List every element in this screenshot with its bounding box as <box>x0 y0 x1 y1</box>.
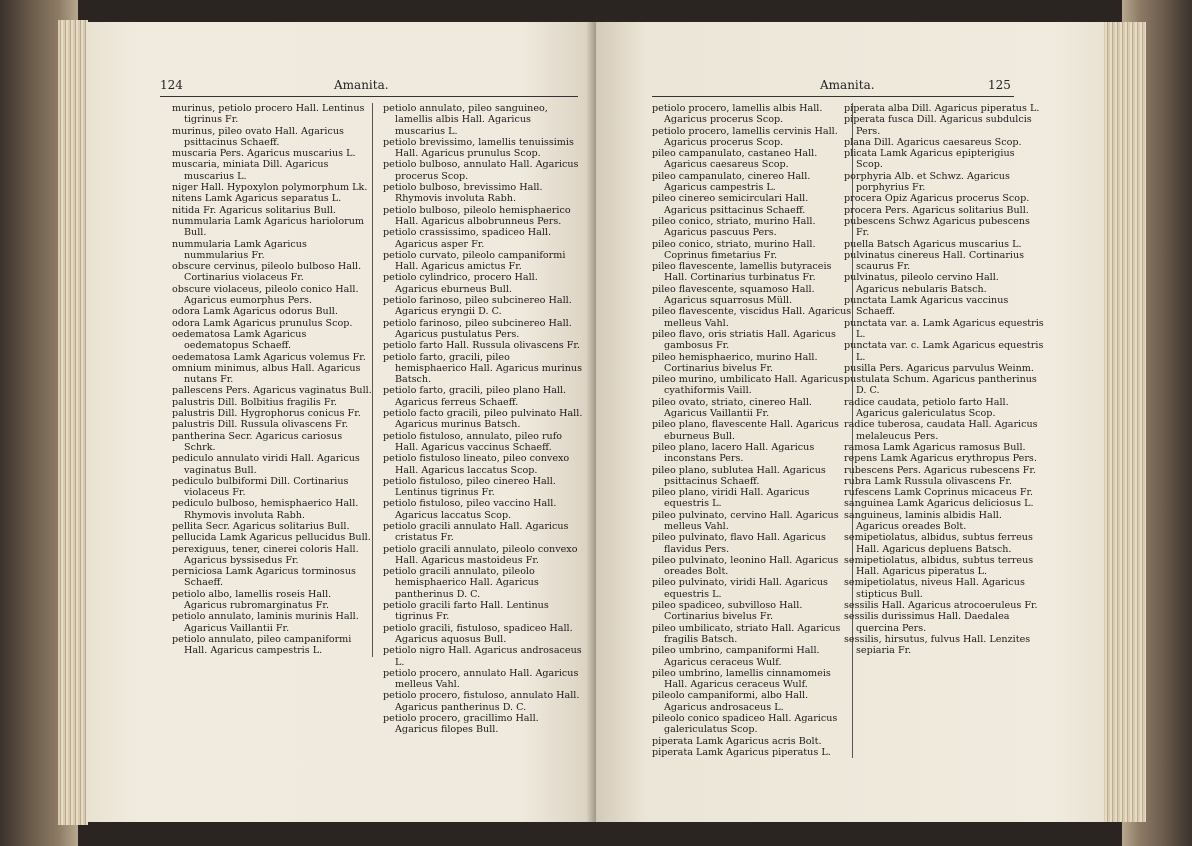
index-entry: punctata var. a. Lamk Agaricus equestris L. <box>844 317 1044 340</box>
index-entry: pulvinatus, pileolo cervino Hall. Agaricus nebularis Batsch. <box>844 272 999 295</box>
index-entry: radice caudata, petiolo farto Hall. Agaricus galericulatus Scop. <box>844 396 1009 420</box>
index-entry: petiolo nigro Hall. Agaricus androsaceus L. <box>383 645 582 668</box>
index-entry: petiolo farto, gracili, pileo hemisphaerico Hall. Agaricus murinus Batsch. <box>383 351 583 386</box>
index-entry: petiolo facto gracili, pileo pulvinato Hall. Agaricus murinus Batsch. <box>383 408 583 431</box>
index-entry: petiolo procero, fistuloso, annulato Hall. Agaricus pantherinus D. C. <box>383 690 580 713</box>
index-entry: semipetiolatus, niveus Hall. Agaricus stipticus Bull. <box>844 577 1025 600</box>
index-entry: pileo campanulato, cinereo Hall. Agaricus campestris L. <box>652 170 811 194</box>
index-entry: pileo murino, umbilicato Hall. Agaricus cyathiformis Vaill. <box>652 374 844 397</box>
index-entry: petiolo curvato, pileolo campaniformi Hall. Agaricus amictus Fr. <box>383 249 566 273</box>
index-entry: muscaria, miniata Dill. Agaricus muscarius L. <box>172 159 329 182</box>
index-entry: sanguinea Lamk Agaricus deliciosus L. <box>844 498 1034 510</box>
index-entry: pileo campanulato, castaneo Hall. Agaricus caesareus Scop. <box>652 148 818 171</box>
index-entry: ramosa Lamk Agaricus ramosus Bull. <box>844 441 1026 453</box>
index-entry: obscure cervinus, pileolo bulboso Hall. Cortinarius violaceus Fr. <box>172 261 362 284</box>
index-entry: pellucida Lamk Agaricus pellucidus Bull. <box>172 532 371 544</box>
index-entry: palustris Dill. Hygrophorus conicus Fr. <box>172 408 361 420</box>
index-entry: pileo cinereo semicirculari Hall. Agaricus psittacinus Schaeff. <box>652 193 809 216</box>
index-entry: pallescens Pers. Agaricus vaginatus Bull. <box>172 385 372 397</box>
index-entry: plana Dill. Agaricus caesareus Scop. <box>844 136 1022 148</box>
right-page-number: 125 <box>988 78 1011 92</box>
index-entry: petiolo procero, lamellis albis Hall. Agaricus procerus Scop. <box>652 103 823 126</box>
index-entry: petiolo procero, annulato Hall. Agaricus melleus Vahl. <box>383 667 579 691</box>
index-entry: petiolo cylindrico, procero Hall. Agaricus eburneus Bull. <box>383 272 538 295</box>
left-page <box>86 22 596 822</box>
index-entry: pileo pulvinato, viridi Hall. Agaricus equestris L. <box>652 577 828 600</box>
index-entry: rufescens Lamk Coprinus micaceus Fr. <box>844 487 1034 499</box>
index-entry: pantherina Secr. Agaricus cariosus Schrk. <box>172 430 343 453</box>
index-entry: sanguineus, laminis albidis Hall. Agaricus oreades Bolt. <box>844 509 1002 532</box>
index-entry: pileo plano, sublutea Hall. Agaricus psittacinus Schaeff. <box>652 464 826 487</box>
index-entry: pediculo annulato viridi Hall. Agaricus vaginatus Bull. <box>172 453 360 476</box>
index-entry: pediculo bulboso, hemisphaerico Hall. Rhymovis involuta Rabh. <box>172 498 359 521</box>
index-entry: rubescens Pers. Agaricus rubescens Fr. <box>844 464 1036 476</box>
index-entry: odora Lamk Agaricus odorus Bull. <box>172 306 338 318</box>
index-entry: pileo conico, striato, murino Hall. Coprinus fimetarius Fr. <box>652 238 816 261</box>
index-entry: punctata var. c. Lamk Agaricus equestris L. <box>844 340 1044 363</box>
right-header-rule <box>652 96 1014 97</box>
index-entry: punctata Lamk Agaricus vaccinus Schaeff. <box>844 295 1009 318</box>
index-entry: obscure violaceus, pileolo conico Hall. Agaricus eumorphus Pers. <box>172 283 359 307</box>
left-header-rule <box>160 96 578 97</box>
index-entry: pileolo conico spadiceo Hall. Agaricus galericulatus Scop. <box>652 713 838 736</box>
index-entry: pileo pulvinato, cervino Hall. Agaricus melleus Vahl. <box>652 509 839 532</box>
index-entry: pileo umbrino, lamellis cinnamomeis Hall. Agaricus ceraceus Wulf. <box>652 667 831 691</box>
index-entry: pileolo campaniformi, albo Hall. Agaricus androsaceus L. <box>652 690 809 713</box>
index-entry: oedematosa Lamk Agaricus oedematopus Schaeff. <box>172 328 307 352</box>
index-entry: pileo flavescente, squamoso Hall. Agaricus squarrosus Müll. <box>652 283 815 307</box>
index-entry: odora Lamk Agaricus prunulus Scop. <box>172 317 353 329</box>
index-entry: perexiguus, tener, cinerei coloris Hall. Agaricus byssisedus Fr. <box>172 543 359 566</box>
index-entry: pusilla Pers. Agaricus parvulus Weinm. <box>844 362 1034 374</box>
index-entry: niger Hall. Hypoxylon polymorphum Lk. <box>172 182 368 194</box>
right-running-head: Amanita. <box>820 78 875 92</box>
index-entry: petiolo gracili, fistuloso, spadiceo Hall. Agaricus aquosus Bull. <box>383 622 573 645</box>
index-entry: petiolo gracili annulato, pileolo convexo Hall. Agaricus mastoideus Fr. <box>383 543 578 566</box>
index-entry: petiolo albo, lamellis roseis Hall. Agaricus rubromarginatus Fr. <box>172 588 332 612</box>
index-entry: sessilis Hall. Agaricus atrocoeruleus Fr. <box>844 600 1038 612</box>
index-entry: petiolo fistuloso lineato, pileo convexo Hall. Agaricus laccatus Scop. <box>383 453 570 476</box>
index-entry: sessilis, hirsutus, fulvus Hall. Lenzites sepiaria Fr. <box>844 633 1031 657</box>
index-entry: petiolo crassissimo, spadiceo Hall. Agaricus asper Fr. <box>383 227 552 250</box>
index-entry: pileo spadiceo, subvilloso Hall. Cortinarius bivelus Fr. <box>652 600 803 623</box>
index-entry: rubra Lamk Russula olivascens Fr. <box>844 475 1012 487</box>
index-entry: petiolo bulboso, annulato Hall. Agaricus procerus Scop. <box>383 159 579 182</box>
index-entry: repens Lamk Agaricus erythropus Pers. <box>844 453 1037 465</box>
index-entry: pileo pulvinato, flavo Hall. Agaricus flavidus Pers. <box>652 532 826 555</box>
index-entry: pileo pulvinato, leonino Hall. Agaricus oreades Bolt. <box>652 554 839 578</box>
index-entry: pileo umbrino, campaniformi Hall. Agaricus ceraceus Wulf. <box>652 645 820 668</box>
left-page-column-1 <box>172 103 373 657</box>
index-entry: petiolo annulato, pileo sanguineo, lamellis albis Hall. Agaricus muscarius L. <box>383 103 548 137</box>
left-page-column-2 <box>383 103 583 736</box>
index-entry: petiolo annulato, laminis murinis Hall. Agaricus Vaillantii Fr. <box>172 611 359 634</box>
index-entry: omnium minimus, albus Hall. Agaricus nutans Fr. <box>172 362 361 386</box>
index-entry: petiolo gracili annulato, pileolo hemisphaerico Hall. Agaricus pantherinus D. C. <box>383 566 539 600</box>
index-entry: pulvinatus cinereus Hall. Cortinarius scaurus Fr. <box>844 249 1025 273</box>
page-edges-left <box>58 20 88 825</box>
index-entry: petiolo bulboso, brevissimo Hall. Rhymovis involuta Rabh. <box>383 182 543 205</box>
index-entry: plicata Lamk Agaricus epipterigius Scop. <box>844 148 1015 171</box>
index-entry: piperata Lamk Agaricus piperatus L. <box>652 746 831 758</box>
index-entry: petiolo gracili annulato Hall. Agaricus cristatus Fr. <box>383 520 569 544</box>
index-entry: pileo plano, lacero Hall. Agaricus inconstans Pers. <box>652 441 815 465</box>
index-entry: procera Opiz Agaricus procerus Scop. <box>844 193 1030 205</box>
index-entry: petiolo fistuloso, annulato, pileo rufo Hall. Agaricus vaccinus Schaeff. <box>383 430 563 453</box>
index-entry: puella Batsch Agaricus muscarius L. <box>844 238 1022 250</box>
index-entry: piperata fusca Dill. Agaricus subdulcis Pers. <box>844 114 1032 137</box>
page-edges-right <box>1100 22 1146 822</box>
index-entry: petiolo gracili farto Hall. Lentinus tigrinus Fr. <box>383 600 549 623</box>
right-page-column-1 <box>652 103 853 758</box>
index-entry: pileo flavescente, lamellis butyraceis Hall. Cortinarius turbinatus Fr. <box>652 261 832 284</box>
index-entry: sessilis durissimus Hall. Daedalea quercina Pers. <box>844 611 1010 634</box>
index-entry: pediculo bulbiformi Dill. Cortinarius violaceus Fr. <box>172 475 349 499</box>
index-entry: pileo ovato, striato, cinereo Hall. Agaricus Vaillantii Fr. <box>652 396 812 420</box>
index-entry: perniciosa Lamk Agaricus torminosus Schaeff. <box>172 566 356 589</box>
index-entry: oedematosa Lamk Agaricus volemus Fr. <box>172 351 366 363</box>
index-entry: petiolo farinoso, pileo subcinereo Hall. Agaricus eryngii D. C. <box>383 295 572 318</box>
index-entry: murinus, petiolo procero Hall. Lentinus tigrinus Fr. <box>172 103 365 126</box>
index-entry: semipetiolatus, albidus, subtus ferreus Hall. Agaricus depluens Batsch. <box>844 532 1033 555</box>
left-page-number: 124 <box>160 78 183 92</box>
index-entry: petiolo procero, lamellis cervinis Hall. Agaricus procerus Scop. <box>652 125 838 148</box>
index-entry: petiolo farinoso, pileo subcinereo Hall. Agaricus pustulatus Pers. <box>383 317 572 340</box>
index-entry: pileo umbilicato, striato Hall. Agaricus fragilis Batsch. <box>652 622 841 645</box>
index-entry: pustulata Schum. Agaricus pantherinus D. C. <box>844 374 1037 397</box>
index-entry: palustris Dill. Russula olivascens Fr. <box>172 419 349 431</box>
index-entry: pileo plano, viridi Hall. Agaricus equestris L. <box>652 487 810 510</box>
index-entry: petiolo bulboso, pileolo hemisphaerico Hall. Agaricus albobrunneus Pers. <box>383 204 571 227</box>
index-entry: petiolo procero, gracillimo Hall. Agaricus filopes Bull. <box>383 713 539 736</box>
index-entry: palustris Dill. Bolbitius fragilis Fr. <box>172 396 338 408</box>
index-entry: pileo hemisphaerico, murino Hall. Cortinarius bivelus Fr. <box>652 351 818 374</box>
index-entry: petiolo farto, gracili, pileo plano Hall. Agaricus ferreus Schaeff. <box>383 385 567 408</box>
index-entry: pellita Secr. Agaricus solitarius Bull. <box>172 520 350 532</box>
index-entry: petiolo brevissimo, lamellis tenuissimis Hall. Agaricus prunulus Scop. <box>383 136 574 160</box>
index-entry: pileo conico, striato, murino Hall. Agaricus pascuus Pers. <box>652 215 816 239</box>
index-entry: nummularia Lamk Agaricus hariolorum Bull. <box>172 215 364 239</box>
index-entry: piperata alba Dill. Agaricus piperatus L. <box>844 103 1040 114</box>
index-entry: nitens Lamk Agaricus separatus L. <box>172 193 342 205</box>
index-entry: nummularia Lamk Agaricus nummularius Fr. <box>172 238 307 261</box>
index-entry: petiolo farto Hall. Russula olivascens Fr. <box>383 340 580 352</box>
index-entry: piperata Lamk Agaricus acris Bolt. <box>652 735 822 747</box>
index-entry: petiolo annulato, pileo campaniformi Hall. Agaricus campestris L. <box>172 633 352 657</box>
index-entry: petiolo fistuloso, pileo vaccino Hall. Agaricus laccatus Scop. <box>383 498 557 521</box>
index-entry: radice tuberosa, caudata Hall. Agaricus melaleucus Pers. <box>844 419 1038 442</box>
index-entry: nitida Fr. Agaricus solitarius Bull. <box>172 204 336 216</box>
index-entry: murinus, pileo ovato Hall. Agaricus psittacinus Schaeff. <box>172 125 344 148</box>
index-entry: procera Pers. Agaricus solitarius Bull. <box>844 204 1029 216</box>
right-page-column-2 <box>844 103 1044 657</box>
index-entry: porphyria Alb. et Schwz. Agaricus porphyrius Fr. <box>844 170 1010 194</box>
index-entry: petiolo fistuloso, pileo cinereo Hall. Lentinus tigrinus Fr. <box>383 475 556 499</box>
right-page <box>596 22 1104 822</box>
index-entry: pileo flavescente, viscidus Hall. Agaricus melleus Vahl. <box>652 306 852 329</box>
index-entry: semipetiolatus, albidus, subtus terreus Hall. Agaricus piperatus L. <box>844 554 1034 578</box>
index-entry: pubescens Schwz Agaricus pubescens Fr. <box>844 215 1030 239</box>
index-entry: muscaria Pers. Agaricus muscarius L. <box>172 148 356 160</box>
index-entry: pileo plano, flavescente Hall. Agaricus eburneus Bull. <box>652 419 839 442</box>
left-running-head: Amanita. <box>334 78 389 92</box>
index-entry: pileo flavo, oris striatis Hall. Agaricus gambosus Fr. <box>652 328 836 352</box>
